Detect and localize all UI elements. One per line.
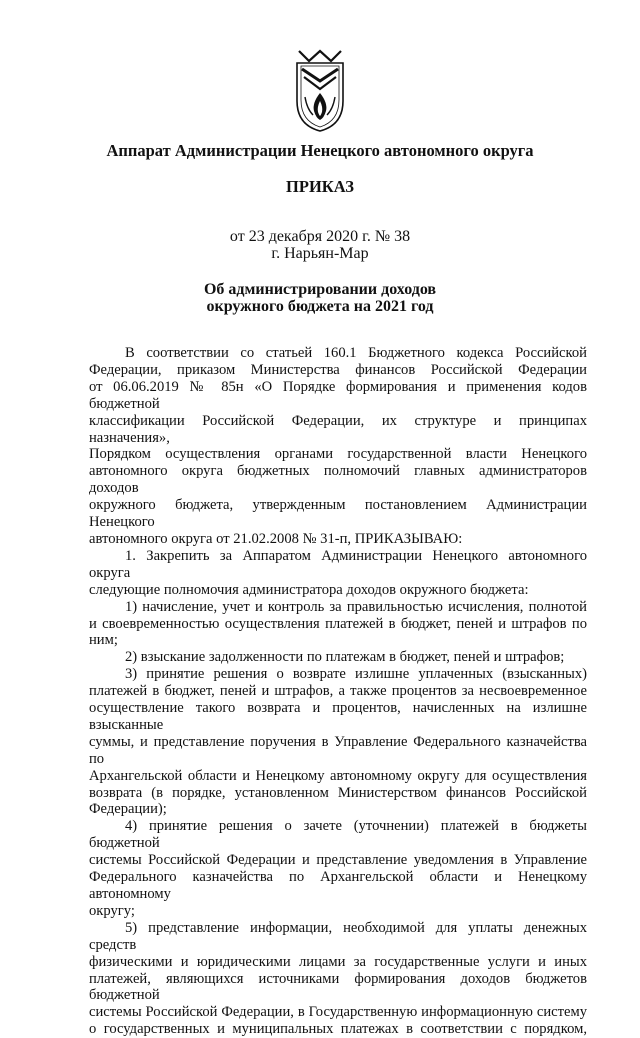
- text-line: 5) представление информации, необходимой для уплаты денежных средств: [89, 919, 587, 953]
- subitem-2-paragraph: [89, 649, 587, 666]
- coat-of-arms-emblem: [293, 47, 347, 133]
- text-line: следующие полномочия администратора доходов окружного бюджета:: [89, 581, 529, 598]
- text-line: 1) начисление, учет и контроль за правильностью исчисления, полнотой: [125, 598, 587, 615]
- text-line: платежей, являющихся источниками формирования доходов бюджетов бюджетной: [89, 970, 587, 1004]
- text-line: Архангельской области и Ненецкому автономному округу для осуществления: [89, 767, 587, 784]
- document-type: ПРИКАЗ: [286, 177, 354, 196]
- text-line: платежей в бюджет, пеней и штрафов, а также процентов за несвоевременное: [89, 683, 587, 700]
- text-line: 3) принятие решения о возврате излишне уплаченных (взысканных): [125, 666, 587, 683]
- text-line: 1. Закрепить за Аппаратом Администрации Ненецкого автономного округа: [89, 547, 587, 581]
- document-subject-line: Об администрировании доходов: [203, 281, 437, 298]
- text-line: автономного округа от 21.02.2008 № 31-п, ПРИКАЗЫВАЮ:: [89, 530, 463, 547]
- subitem-5-paragraph: [89, 920, 587, 1038]
- text-line: о государственных и муниципальных платежах в соответствии с порядком,: [89, 1021, 587, 1038]
- text-line: автономного округа бюджетных полномочий главных администраторов доходов: [89, 463, 587, 497]
- text-line: округу;: [89, 902, 135, 919]
- subitem-3-paragraph: [89, 666, 587, 818]
- organization-name: Аппарат Администрации Ненецкого автономного округа: [106, 141, 534, 160]
- subitem-1-paragraph: [89, 599, 587, 650]
- text-line: физическими и юридическими лицами за государственные услуги и иных: [89, 953, 587, 970]
- text-line: суммы, и представление поручения в Управление Федерального казначейства по: [89, 733, 587, 767]
- text-line: и своевременностью осуществления платежей в бюджет, пеней и штрафов по ним;: [89, 615, 587, 649]
- text-line: системы Российской Федерации, в Государственную информационную систему: [89, 1004, 587, 1021]
- text-line: Федерации);: [89, 801, 167, 818]
- text-line: возврата (в порядке, установленном Министерством финансов Российской: [89, 784, 587, 801]
- text-line: Порядком осуществления органами государственной власти Ненецкого: [89, 446, 587, 463]
- text-line: В соответствии со статьей 160.1 Бюджетного кодекса Российской: [125, 345, 587, 361]
- document-subject-line: окружного бюджета на 2021 год: [206, 298, 434, 315]
- text-line: окружного бюджета, утвержденным постановлением Администрации Ненецкого: [89, 497, 587, 531]
- text-line: от 06.06.2019 № 85н «О Порядке формирования и применения кодов бюджетной: [89, 378, 587, 412]
- text-line: 4) принятие решения о зачете (уточнении) платежей в бюджеты бюджетной: [89, 818, 587, 852]
- text-line: классификации Российской Федерации, их структуре и принципах назначения»,: [89, 412, 587, 446]
- text-line: осуществление такого возврата и процентов, начисленных на излишне взысканные: [89, 700, 587, 733]
- text-line: Федерального казначейства по Архангельской области и Ненецкому автономному: [89, 869, 587, 902]
- text-line: Федерации, приказом Министерства финансов Российской Федерации: [89, 361, 587, 378]
- preamble-paragraph: [89, 345, 587, 548]
- item-1-paragraph: [89, 548, 587, 599]
- document-body: [89, 345, 587, 1038]
- text-line: системы Российской Федерации и представление уведомления в Управление: [89, 852, 587, 869]
- document-place: г. Нарьян-Мар: [271, 245, 369, 262]
- text-line: 2) взыскание задолженности по платежам в бюджет, пеней и штрафов;: [125, 649, 565, 666]
- document-date-number: от 23 декабря 2020 г. № 38: [229, 228, 411, 245]
